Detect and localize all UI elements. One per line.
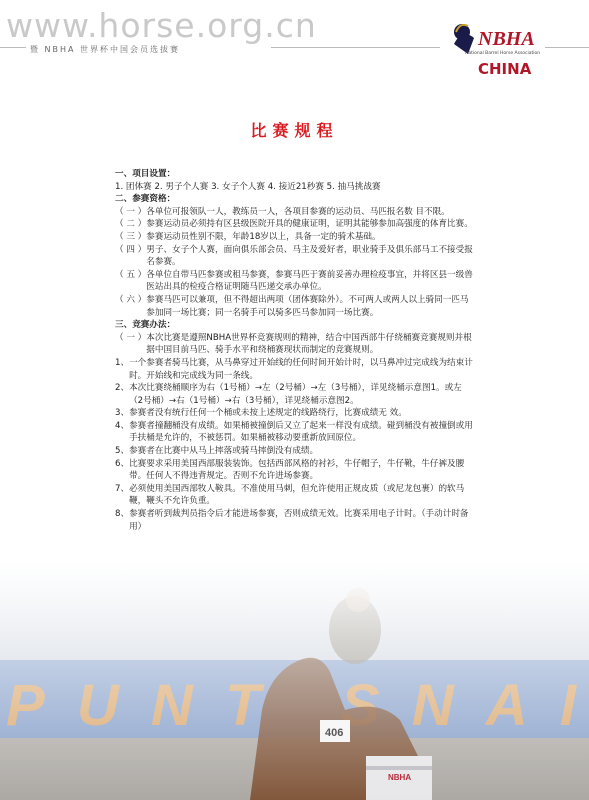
- rule-paragraph: [115, 244, 475, 269]
- paragraph-marker: （ 三 ）: [115, 231, 147, 242]
- rule-paragraph: [115, 382, 475, 407]
- rule-paragraph: [115, 508, 475, 533]
- paragraph-marker: 1、: [115, 357, 130, 368]
- rule-paragraph: [115, 269, 475, 294]
- arena-background-photo: [0, 560, 589, 800]
- paragraph-marker: （ 二 ）: [115, 219, 147, 230]
- rule-paragraph: [115, 357, 475, 382]
- paragraph-text: 各单位可报领队一人，教练员一人，各项目参赛的运动员、马匹报名数 目不限。: [146, 206, 450, 217]
- rule-paragraph: [115, 218, 475, 231]
- rule-paragraph: [115, 420, 475, 445]
- paragraph-text: 参赛者在比赛中从马上摔落或骑马摔倒没有成绩。: [129, 446, 319, 457]
- rule-paragraph: [115, 332, 475, 357]
- page-header: [0, 0, 589, 90]
- rule-paragraph: [115, 407, 475, 420]
- header-subtitle: 暨 NBHA 世界杯中国会员选拔赛: [30, 45, 181, 54]
- paragraph-text: 参赛者听到裁判员指令后才能进场参赛，否则成绩无效。比赛采用电子计时。（手动计时备用）: [129, 509, 469, 532]
- paragraph-text: 必须使用美国西部牧人鞍具。不准使用马刺，但允许使用正规皮质（或尼龙包裹）的软马鞭，鞭头不允许负重。: [129, 483, 465, 507]
- paragraph-text: 各单位自带马匹参赛或租马参赛，参赛马匹于赛前妥善办理检疫事宜，并将区县一级兽医站出具的检疫合格证明随马匹递交承办单位。: [146, 269, 473, 293]
- paragraph-text: 参赛运动员性别不限，年龄18岁以上，具备一定的骑术基础。: [146, 231, 381, 242]
- paragraph-text: 一个参赛者骑马比赛，从马鼻穿过开始线的任何时间开始计时，以马鼻冲过完成线为结束计时。开始线和完成线为同一条线。: [129, 357, 473, 381]
- header-divider: [545, 47, 589, 48]
- paragraph-marker: 2、: [115, 383, 130, 394]
- paragraph-text: 参赛者没有统行任何一个桶或未按上述规定的线路绕行，比赛成绩无 效。: [129, 408, 407, 419]
- paragraph-marker: （ 一 ）: [115, 206, 147, 217]
- paragraph-marker: （ 四 ）: [115, 244, 147, 255]
- section-heading: 二、参赛资格：: [115, 194, 176, 205]
- rule-paragraph: [115, 206, 475, 219]
- rule-paragraph: [115, 294, 475, 319]
- paragraph-marker: 5、: [115, 446, 130, 457]
- event-items-line: 1. 团体赛 2. 男子个人赛 3. 女子个人赛 4. 接近21秒赛 5. 抽马挑战赛: [115, 181, 381, 192]
- paragraph-marker: 7、: [115, 483, 130, 494]
- paragraph-text: 比赛要求采用美国西部服装装饰。包括西部风格的衬衫，牛仔帽子，牛仔靴，牛仔裤及腰带。任何人不得违背规定。否则不允许进场参赛。: [129, 458, 465, 482]
- header-divider: [0, 47, 26, 48]
- logo-subtitle: National Barrel Horse Association: [465, 51, 541, 56]
- logo-country: CHINA: [478, 60, 532, 78]
- paragraph-marker: （ 六 ）: [115, 294, 147, 305]
- page-title: 比赛规程: [250, 121, 339, 140]
- section-heading: 三、竞赛办法：: [115, 320, 176, 331]
- paragraph-text: 参赛马匹可以兼项，但不得超出两项（团体赛除外）。不可两人或两人以上骑同一匹马参加同一场比赛；同一名骑手可以骑多匹马参加同一场比赛。: [146, 294, 469, 318]
- paragraph-text: 本次比赛绕桶顺序为右（1号桶）→左（2号桶）→左（3号桶），详见绕桶示意图1。或左（2号桶）→右（1号桶）→右（3号桶），详见绕桶示意图2。: [129, 383, 462, 406]
- paragraph-text: 男子、女子个人赛，面向俱乐部会员、马主及爱好者，职业骑手及俱乐部马工不接受报名参赛。: [146, 244, 473, 268]
- header-divider: [271, 47, 440, 48]
- site-url: www.horse.org.cn: [6, 6, 317, 45]
- rules-content: [115, 168, 475, 533]
- section-heading: 一、项目设置：: [115, 169, 176, 179]
- paragraph-marker: 3、: [115, 408, 130, 419]
- rule-paragraph: [115, 458, 475, 483]
- paragraph-marker: 4、: [115, 420, 130, 431]
- paragraph-marker: 8、: [115, 509, 130, 520]
- paragraph-marker: 6、: [115, 458, 130, 469]
- paragraph-text: 参赛者撞翻桶没有成绩。如果桶被撞倒后又立了起来一样没有成绩。碰到桶没有被撞倒或用手扶桶是允许的，不被惩罚。如果桶被移动要重新放回原位。: [129, 420, 473, 444]
- paragraph-marker: （ 五 ）: [115, 269, 147, 280]
- logo-title: NBHA: [478, 28, 535, 50]
- paragraph-text: 参赛运动员必须持有区县级医院开具的健康证明，证明其能够参加高强度的体育比赛。: [146, 219, 473, 230]
- paragraph-text: 本次比赛是遵照NBHA世界杯竞赛规则的精神，结合中国西部牛仔绕桶赛竞赛规则并根据中国目前马匹、骑手水平和绕桶赛现状而制定的竞赛规则。: [146, 332, 472, 356]
- paragraph-marker: （ 一 ）: [115, 332, 147, 343]
- rule-paragraph: [115, 231, 475, 244]
- rule-paragraph: [115, 483, 475, 508]
- rule-paragraph: [115, 445, 475, 458]
